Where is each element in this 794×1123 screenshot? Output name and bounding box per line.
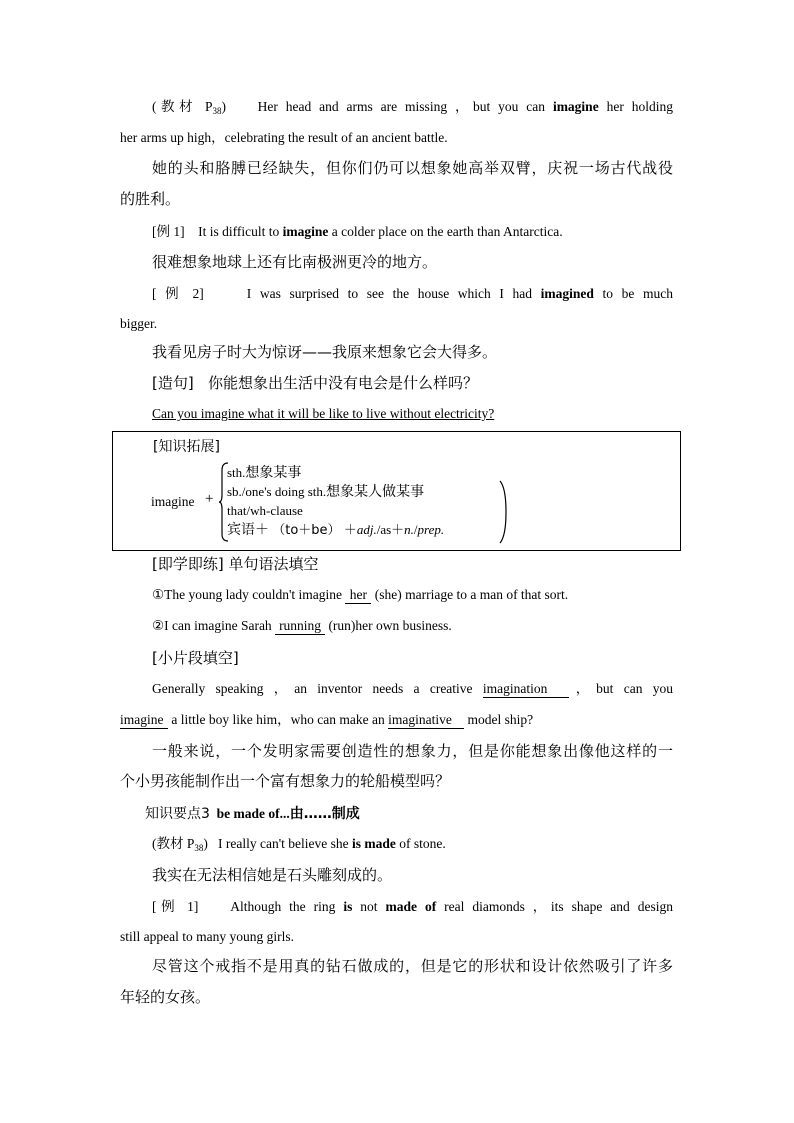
paragraph-translation-line2: 个小男孩能制作出一个富有想象力的轮船模型吗？ <box>120 772 451 790</box>
answer-blank: imagination <box>483 681 569 698</box>
example-2-line1: [ 例 2] I was surprised to see the house which I had imagined to be much <box>152 286 673 301</box>
translation-line2: 的胜利。 <box>120 190 181 208</box>
knowledge-extension-title: [知识拓展] <box>153 439 220 455</box>
option-object-complement: 宾语＋ （to＋be） ＋adj./as＋n./prep. <box>227 522 445 538</box>
example-3-translation-line2: 年轻的女孩。 <box>120 988 211 1006</box>
make-sentence-prompt: [造句] 你能想象出生活中没有电会是什么样吗？ <box>152 374 479 392</box>
example-3-line2: still appeal to many young girls. <box>120 929 294 944</box>
example-3-line1: [例 1] Although the ring is not made of real diamonds ，its shape and design <box>152 899 673 914</box>
key-point-3-translation: 我实在无法相信她是石头雕刻成的。 <box>152 866 393 884</box>
textbook-sentence-line1: (教材 $P_{38}$) Her head and arms are missing ，but you can imagine her holding <box>152 99 673 116</box>
answer-blank: running <box>275 618 325 635</box>
key-point-3-sentence: (教材 $P_{38}$) I really can't believe she is made of stone. <box>152 836 446 853</box>
example-2-line2: bigger. <box>120 316 158 331</box>
imagine-word: imagine <box>151 494 195 509</box>
textbook-tag: (教材 $P_{38}$) <box>152 99 226 116</box>
paragraph-translation-line1: 一般来说，一个发明家需要创造性的想象力，但是你能想象出像他这样的一 <box>152 742 673 760</box>
option-sth: sth.想象某事 <box>227 465 302 481</box>
example-1: [例 1] It is difficult to imagine a colder place on the earth than Antarctica. <box>152 224 563 239</box>
practice-header: [即学即练] 单句语法填空 <box>152 555 319 573</box>
option-sb-doing: sb./one's doing sth.想象某人做某事 <box>227 484 425 500</box>
knowledge-extension-box <box>112 431 681 551</box>
example-1-translation: 很难想象地球上还有比南极洲更冷的地方。 <box>152 253 438 271</box>
right-paren-icon <box>499 480 507 544</box>
answer-blank: imaginative <box>388 712 464 729</box>
paragraph-fill-line2: imagine a little boy like him，who can make an imaginative model ship? <box>120 712 534 727</box>
answer-blank: imagine <box>120 712 168 729</box>
practice-question-2: ②I can imagine Sarah running (run)her own business. <box>152 618 452 633</box>
paragraph-fill-line1: Generally speaking ，an inventor needs a creative imagination ，but can you <box>152 681 673 696</box>
paragraph-fill-header: [小片段填空] <box>152 649 239 667</box>
answer-blank: her <box>345 587 371 604</box>
option-clause: that/wh-clause <box>227 503 303 518</box>
example-3-translation-line1: 尽管这个戒指不是用真的钻石做成的，但是它的形状和设计依然吸引了许多 <box>152 957 673 975</box>
plus-sign: + <box>205 491 214 507</box>
textbook-sentence-line2: her arms up high，celebrating the result of an ancient battle. <box>120 130 448 145</box>
key-point-3-heading: 知识要点3 be made of...由……制成 <box>145 806 360 822</box>
example-2-translation: 我看见房子时大为惊讶——我原来想象它会大得多。 <box>152 343 498 361</box>
practice-question-1: ①The young lady couldn't imagine her (she) marriage to a man of that sort. <box>152 587 569 602</box>
translation-line1: 她的头和胳膊已经缺失，但你们仍可以想象她高举双臂，庆祝一场古代战役 <box>152 159 673 177</box>
make-sentence-answer: Can you imagine what it will be like to live without electricity? <box>152 406 495 421</box>
